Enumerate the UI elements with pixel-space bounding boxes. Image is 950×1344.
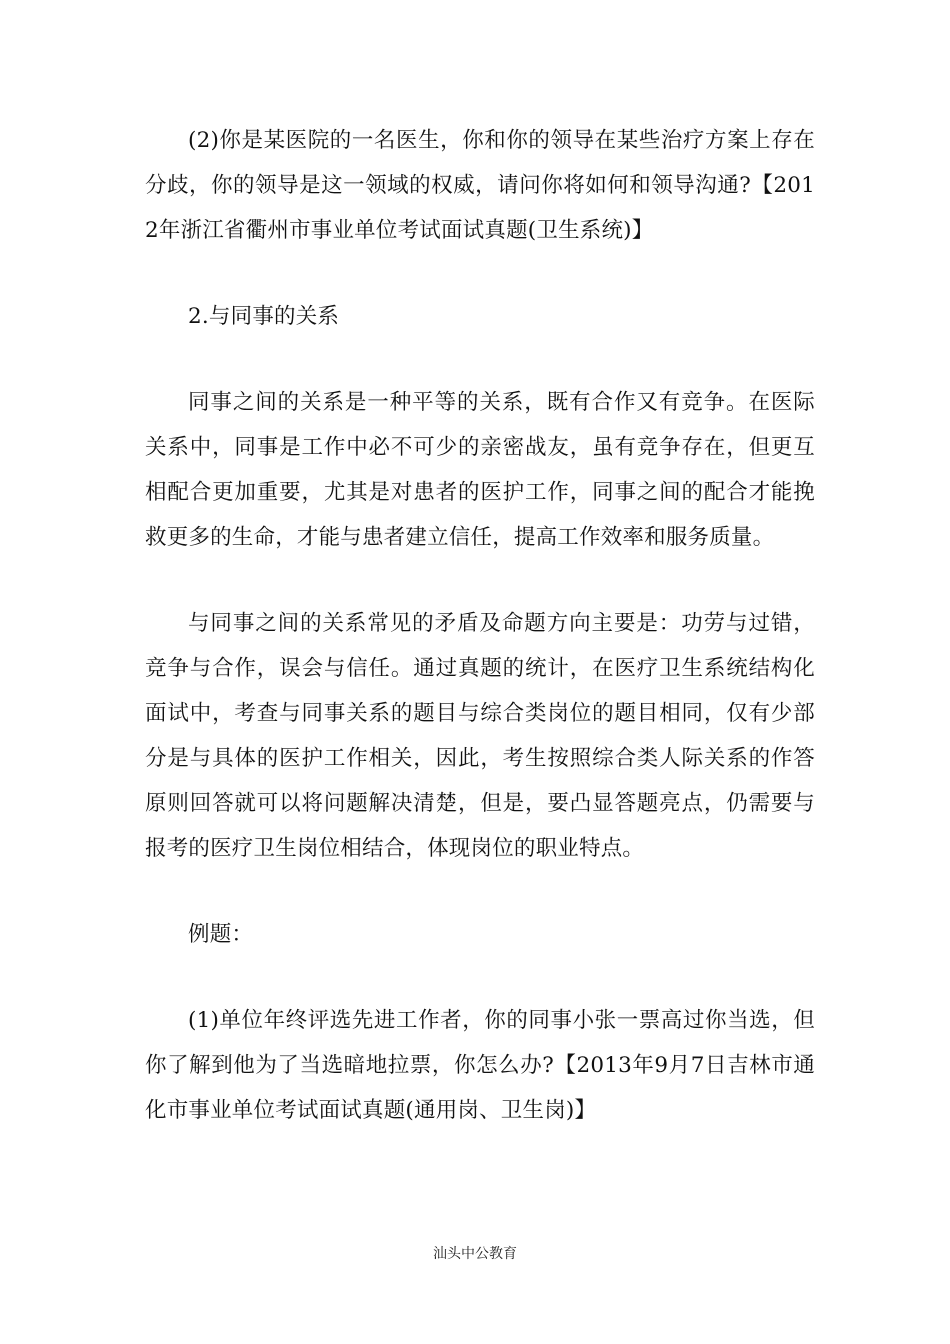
page-footer: 汕头中公教育 bbox=[433, 1246, 517, 1262]
section-heading-colleague-relations: 2.与同事的关系 bbox=[188, 304, 340, 329]
paragraph-spacer bbox=[145, 871, 815, 912]
paragraph-colleague-conflicts: 与同事之间的关系常见的矛盾及命题方向主要是：功劳与过错，竞争与合作，误会与信任。通过真题的统计，在医疗卫生系统结构化面试中，考查与同事关系的题目与综合类岗位的题目相同，仅有少部分是与具体的医护工作相关，因此，考生按照综合类人际关系的作答原则回答就可以将问题解决清楚，但是，要凸显答题亮点，仍需要与报考的医疗卫生岗位相结合，体现岗位的职业特点。 bbox=[145, 611, 815, 861]
paragraph-question-1: (1)单位年终评选先进工作者，你的同事小张一票高过你当选，但你了解到他为了当选暗地拉票，你怎么办?【2013年9月7日吉林市通化市事业单位考试面试真题(通用岗、卫生岗)】 bbox=[145, 1008, 815, 1123]
paragraph-spacer bbox=[145, 339, 815, 380]
paragraph-spacer bbox=[145, 560, 815, 601]
paragraph-spacer bbox=[145, 253, 815, 294]
example-heading: 例题： bbox=[188, 922, 254, 947]
paragraph-question-2: (2)你是某医院的一名医生，你和你的领导在某些治疗方案上存在分歧，你的领导是这一领域的权威，请问你将如何和领导沟通?【2012年浙江省衢州市事业单位考试面试真题(卫生系统)】 bbox=[145, 128, 815, 243]
paragraph-spacer bbox=[145, 957, 815, 998]
paragraph-colleague-intro: 同事之间的关系是一种平等的关系，既有合作又有竞争。在医际关系中，同事是工作中必不可少的亲密战友，虽有竞争存在，但更互相配合更加重要，尤其是对患者的医护工作，同事之间的配合才能挽救更多的生命，才能与患者建立信任，提高工作效率和服务质量。 bbox=[145, 390, 815, 550]
document-body bbox=[145, 118, 815, 1133]
